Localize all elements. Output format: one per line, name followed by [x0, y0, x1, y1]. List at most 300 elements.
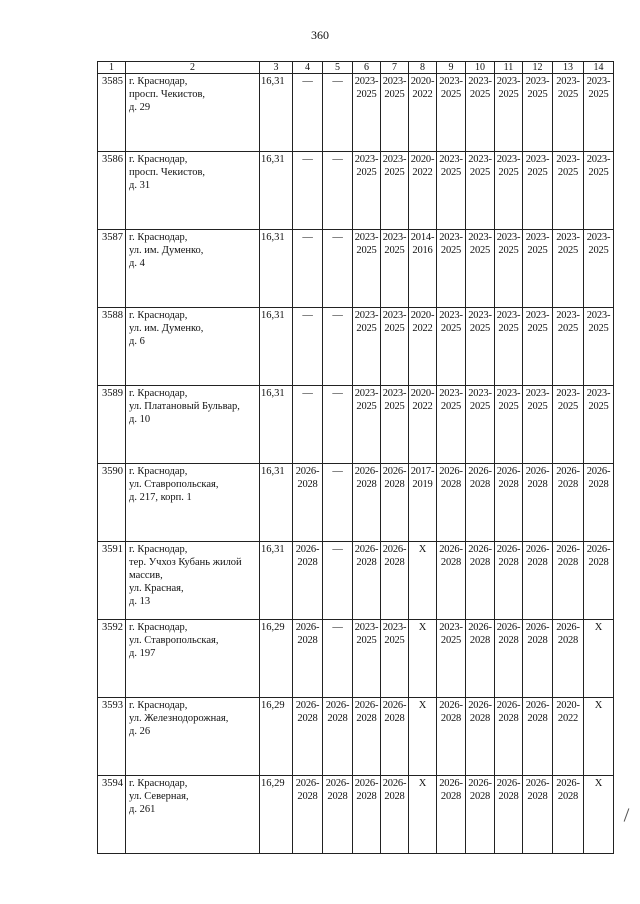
period-line: 2026-: [354, 544, 379, 555]
period-cell: [293, 776, 323, 854]
period-cell: [466, 620, 495, 698]
period-line: 2026-: [295, 622, 320, 633]
period-line: 2028: [527, 791, 548, 802]
period-cell: [437, 542, 466, 620]
period-cell: [495, 230, 523, 308]
address-line: ул. им. Думенко,: [129, 245, 204, 256]
column-header: 5: [323, 62, 353, 74]
table-row: [98, 74, 614, 152]
period-cell: [553, 308, 584, 386]
period-cell: [553, 74, 584, 152]
period-cell: [553, 620, 584, 698]
period-cell: [437, 620, 466, 698]
period-line: 2028: [384, 479, 405, 490]
margin-mark: [624, 808, 630, 821]
column-header: 1: [98, 62, 126, 74]
address-line: ул. Ставропольская,: [129, 479, 219, 490]
period-line: 2026-: [382, 544, 407, 555]
period-line: 2023-: [382, 310, 407, 321]
period-cell: [437, 308, 466, 386]
period-line: 2028: [527, 479, 548, 490]
period-line: 2023-: [525, 76, 550, 87]
period-line: X: [418, 544, 427, 555]
period-cell: [584, 464, 614, 542]
register-table: [97, 61, 614, 854]
period-cell: [353, 776, 381, 854]
period-line: 2028: [498, 479, 519, 490]
period-line: 2028: [527, 557, 548, 568]
period-line: 2023-: [556, 388, 580, 399]
period-line: 2028: [297, 791, 318, 802]
period-line: 2028: [440, 791, 462, 802]
period-cell: [523, 464, 553, 542]
period-line: 2026-: [468, 622, 492, 633]
period-line: 2020-: [410, 154, 435, 165]
period-cell: [293, 620, 323, 698]
period-cell: [523, 152, 553, 230]
period-line: 2028: [588, 479, 609, 490]
period-line: 2026-: [556, 778, 580, 789]
period-cell: [553, 230, 584, 308]
period-cell: [553, 776, 584, 854]
address-line: г. Краснодар,: [129, 154, 188, 165]
period-line: 2028: [469, 479, 491, 490]
period-cell: [495, 386, 523, 464]
period-line: 2025: [527, 89, 548, 100]
period-cell: [293, 152, 323, 230]
table-row: [98, 152, 614, 230]
period-line: 2026-: [325, 700, 350, 711]
period-line: 2028: [498, 557, 519, 568]
period-line: 2028: [527, 713, 548, 724]
period-line: 2025: [498, 401, 519, 412]
period-line: 2014-: [410, 232, 435, 243]
period-line: 2023-: [468, 154, 492, 165]
period-cell: [584, 776, 614, 854]
period-cell: [466, 230, 495, 308]
period-line: 2025: [588, 245, 609, 256]
period-line: 2025: [384, 89, 405, 100]
table-row: [98, 230, 614, 308]
period-cell: [381, 698, 409, 776]
period-line: 2020-: [410, 310, 435, 321]
period-cell: [584, 698, 614, 776]
column-header: 14: [584, 62, 614, 74]
period-line: 2025: [440, 167, 462, 178]
period-cell: [495, 152, 523, 230]
period-line: 2028: [557, 791, 579, 802]
address-cell: [126, 74, 260, 152]
period-line: 2023-: [496, 232, 521, 243]
period-cell: [381, 776, 409, 854]
period-cell: [293, 698, 323, 776]
period-line: 2023-: [586, 76, 611, 87]
period-line: 2028: [469, 557, 491, 568]
period-line: 2023-: [468, 310, 492, 321]
period-line: 2028: [498, 791, 519, 802]
table-row: [98, 464, 614, 542]
period-line: 2023-: [439, 232, 463, 243]
period-cell: [323, 698, 353, 776]
period-line: 2028: [527, 635, 548, 646]
period-cell: [466, 74, 495, 152]
period-line: 2025: [557, 167, 579, 178]
period-line: 2025: [498, 245, 519, 256]
address-line: ул. Платановый Бульвар,: [129, 401, 240, 412]
period-line: 2028: [327, 713, 348, 724]
address-cell: [126, 542, 260, 620]
period-cell: [523, 620, 553, 698]
value-cell: 16,31: [260, 230, 293, 308]
period-line: 2025: [384, 323, 405, 334]
address-line: д. 261: [129, 804, 156, 815]
period-cell: [584, 230, 614, 308]
period-cell: [553, 152, 584, 230]
period-line: X: [594, 778, 603, 789]
period-cell: [381, 386, 409, 464]
period-line: 2023-: [468, 232, 492, 243]
period-line: 2028: [440, 713, 462, 724]
period-line: —: [332, 388, 343, 399]
period-cell: [353, 542, 381, 620]
period-cell: [353, 230, 381, 308]
period-line: 2019: [412, 479, 433, 490]
period-cell: [293, 386, 323, 464]
period-line: 2025: [384, 167, 405, 178]
period-line: 2023-: [439, 388, 463, 399]
period-line: 2025: [469, 401, 491, 412]
period-line: 2026-: [468, 544, 492, 555]
period-line: 2028: [297, 557, 318, 568]
address-line: просп. Чекистов,: [129, 167, 206, 178]
period-line: 2023-: [382, 388, 407, 399]
period-cell: [495, 74, 523, 152]
period-line: 2026-: [295, 544, 320, 555]
table-row: [98, 542, 614, 620]
period-line: 2025: [469, 245, 491, 256]
period-cell: [553, 464, 584, 542]
address-line: д. 13: [129, 596, 151, 607]
period-line: 2023-: [439, 154, 463, 165]
period-line: 2023-: [556, 310, 580, 321]
row-number-cell: 3594: [98, 776, 126, 854]
address-line: ул. им. Думенко,: [129, 323, 204, 334]
period-cell: [523, 230, 553, 308]
period-line: —: [332, 466, 343, 477]
period-line: 2025: [384, 401, 405, 412]
period-line: 2026-: [525, 778, 550, 789]
period-cell: [523, 308, 553, 386]
period-line: 2026-: [468, 700, 492, 711]
period-line: 2025: [498, 167, 519, 178]
period-line: 2028: [440, 479, 462, 490]
value-cell: 16,29: [260, 620, 293, 698]
period-line: 2026-: [382, 466, 407, 477]
period-line: 2023-: [525, 310, 550, 321]
period-line: 2028: [384, 791, 405, 802]
address-line: ул. Ставропольская,: [129, 635, 219, 646]
row-number-cell: 3590: [98, 464, 126, 542]
period-cell: [495, 542, 523, 620]
period-line: 2026-: [586, 466, 611, 477]
period-line: 2025: [469, 89, 491, 100]
period-cell: [353, 386, 381, 464]
period-line: 2023-: [354, 76, 379, 87]
period-line: 2025: [527, 245, 548, 256]
period-cell: [466, 698, 495, 776]
table-row: [98, 620, 614, 698]
period-cell: [437, 776, 466, 854]
period-cell: [437, 386, 466, 464]
row-number-cell: 3593: [98, 698, 126, 776]
period-line: 2028: [498, 713, 519, 724]
period-cell: [293, 74, 323, 152]
period-line: —: [332, 544, 343, 555]
period-cell: [523, 542, 553, 620]
period-line: 2025: [498, 323, 519, 334]
page-number: 360: [311, 28, 329, 42]
period-cell: [523, 386, 553, 464]
period-line: 2025: [356, 323, 377, 334]
column-header: 12: [523, 62, 553, 74]
period-cell: [584, 386, 614, 464]
period-line: 2023-: [354, 232, 379, 243]
period-line: —: [302, 76, 313, 87]
row-number-cell: 3585: [98, 74, 126, 152]
column-header: 6: [353, 62, 381, 74]
row-number-cell: 3588: [98, 308, 126, 386]
period-line: 2025: [440, 635, 462, 646]
period-cell: [409, 230, 437, 308]
period-cell: [293, 308, 323, 386]
address-line: д. 217, корп. 1: [129, 492, 192, 503]
period-line: 2028: [557, 479, 579, 490]
period-line: 2028: [498, 635, 519, 646]
period-line: 2023-: [496, 388, 521, 399]
period-line: 2022: [557, 713, 579, 724]
period-line: 2025: [440, 323, 462, 334]
period-cell: [381, 620, 409, 698]
column-header: 11: [495, 62, 523, 74]
period-line: X: [594, 700, 603, 711]
column-header: 2: [126, 62, 260, 74]
value-cell: 16,31: [260, 542, 293, 620]
period-line: 2028: [327, 791, 348, 802]
period-line: 2026-: [295, 700, 320, 711]
period-line: 2026-: [496, 778, 521, 789]
period-cell: [584, 152, 614, 230]
period-cell: [466, 152, 495, 230]
period-line: 2022: [412, 323, 433, 334]
period-line: 2025: [588, 401, 609, 412]
address-line: г. Краснодар,: [129, 466, 188, 477]
address-cell: [126, 464, 260, 542]
period-line: 2028: [356, 557, 377, 568]
period-line: 2023-: [496, 154, 521, 165]
address-cell: [126, 620, 260, 698]
address-cell: [126, 230, 260, 308]
period-line: 2022: [412, 401, 433, 412]
address-line: д. 197: [129, 648, 156, 659]
address-line: д. 4: [129, 258, 145, 269]
value-cell: 16,29: [260, 776, 293, 854]
period-line: 2026-: [525, 544, 550, 555]
column-header: 13: [553, 62, 584, 74]
period-line: 2023-: [468, 388, 492, 399]
period-line: 2023-: [382, 232, 407, 243]
table-row: [98, 698, 614, 776]
period-line: 2023-: [354, 154, 379, 165]
period-line: 2023-: [586, 310, 611, 321]
period-line: 2023-: [382, 622, 407, 633]
period-cell: [323, 542, 353, 620]
period-cell: [495, 308, 523, 386]
period-cell: [353, 620, 381, 698]
address-cell: [126, 698, 260, 776]
address-line: г. Краснодар,: [129, 310, 188, 321]
address-line: д. 26: [129, 726, 151, 737]
period-line: 2023-: [556, 232, 580, 243]
period-cell: [381, 230, 409, 308]
value-cell: 16,31: [260, 464, 293, 542]
period-line: 2023-: [496, 76, 521, 87]
address-line: д. 10: [129, 414, 151, 425]
period-line: 2025: [384, 635, 405, 646]
period-cell: [553, 386, 584, 464]
period-cell: [409, 464, 437, 542]
period-line: —: [302, 154, 313, 165]
address-cell: [126, 386, 260, 464]
period-cell: [293, 542, 323, 620]
period-cell: [381, 74, 409, 152]
period-line: 2026-: [556, 466, 580, 477]
period-cell: [323, 776, 353, 854]
period-line: 2028: [356, 479, 377, 490]
period-line: X: [418, 778, 427, 789]
period-line: 2025: [440, 89, 462, 100]
period-line: 2028: [297, 713, 318, 724]
column-header: 3: [260, 62, 293, 74]
period-line: —: [302, 388, 313, 399]
period-cell: [381, 308, 409, 386]
period-line: —: [332, 310, 343, 321]
period-line: 2025: [557, 89, 579, 100]
period-line: 2028: [356, 713, 377, 724]
period-line: 2026-: [382, 700, 407, 711]
table-body: [98, 74, 614, 854]
period-line: 2026-: [556, 622, 580, 633]
period-cell: [584, 308, 614, 386]
period-cell: [553, 698, 584, 776]
address-line: г. Краснодар,: [129, 544, 188, 555]
period-line: 2025: [588, 323, 609, 334]
address-line: тер. Учхоз Кубань жилой: [129, 557, 242, 568]
period-line: 2028: [557, 635, 579, 646]
period-line: 2025: [384, 245, 405, 256]
period-line: 2026-: [525, 622, 550, 633]
period-cell: [323, 230, 353, 308]
column-number-header: [98, 62, 614, 74]
value-cell: 16,29: [260, 698, 293, 776]
period-line: 2026-: [439, 544, 463, 555]
column-header: 9: [437, 62, 466, 74]
row-number-cell: 3586: [98, 152, 126, 230]
period-cell: [437, 698, 466, 776]
period-cell: [466, 308, 495, 386]
period-line: 2028: [384, 713, 405, 724]
period-line: 2025: [356, 89, 377, 100]
period-cell: [323, 386, 353, 464]
column-header: 10: [466, 62, 495, 74]
row-number-cell: 3592: [98, 620, 126, 698]
period-line: 2023-: [354, 622, 379, 633]
value-cell: 16,31: [260, 386, 293, 464]
address-line: д. 29: [129, 102, 151, 113]
period-cell: [409, 152, 437, 230]
period-line: 2028: [588, 557, 609, 568]
period-cell: [353, 464, 381, 542]
period-line: 2023-: [439, 622, 463, 633]
period-line: 2026-: [439, 778, 463, 789]
period-cell: [584, 620, 614, 698]
period-cell: [353, 698, 381, 776]
period-cell: [437, 464, 466, 542]
period-line: —: [302, 310, 313, 321]
period-line: 2022: [412, 89, 433, 100]
period-line: 2025: [557, 323, 579, 334]
address-line: ул. Красная,: [129, 583, 184, 594]
period-line: 2028: [384, 557, 405, 568]
period-line: 2020-: [410, 388, 435, 399]
period-cell: [409, 776, 437, 854]
row-number-cell: 3589: [98, 386, 126, 464]
period-cell: [523, 74, 553, 152]
period-line: —: [302, 232, 313, 243]
period-cell: [437, 230, 466, 308]
period-cell: [409, 308, 437, 386]
period-line: 2026-: [295, 778, 320, 789]
period-line: 2026-: [354, 466, 379, 477]
value-cell: 16,31: [260, 74, 293, 152]
period-cell: [584, 542, 614, 620]
period-line: 2026-: [496, 700, 521, 711]
period-line: X: [418, 622, 427, 633]
period-cell: [381, 464, 409, 542]
period-cell: [437, 74, 466, 152]
period-cell: [466, 542, 495, 620]
address-cell: [126, 152, 260, 230]
period-line: 2022: [412, 167, 433, 178]
period-line: 2025: [356, 401, 377, 412]
period-cell: [409, 386, 437, 464]
period-cell: [584, 74, 614, 152]
period-line: 2028: [469, 635, 491, 646]
address-line: г. Краснодар,: [129, 700, 188, 711]
address-line: д. 31: [129, 180, 151, 191]
period-line: 2025: [527, 167, 548, 178]
period-line: 2023-: [468, 76, 492, 87]
period-line: 2026-: [525, 466, 550, 477]
period-cell: [553, 542, 584, 620]
period-line: 2023-: [496, 310, 521, 321]
period-line: —: [332, 76, 343, 87]
period-line: 2023-: [586, 388, 611, 399]
address-line: ул. Железнодорожная,: [129, 713, 229, 724]
period-line: —: [332, 622, 343, 633]
period-cell: [381, 152, 409, 230]
period-line: 2025: [527, 401, 548, 412]
period-line: 2023-: [382, 76, 407, 87]
